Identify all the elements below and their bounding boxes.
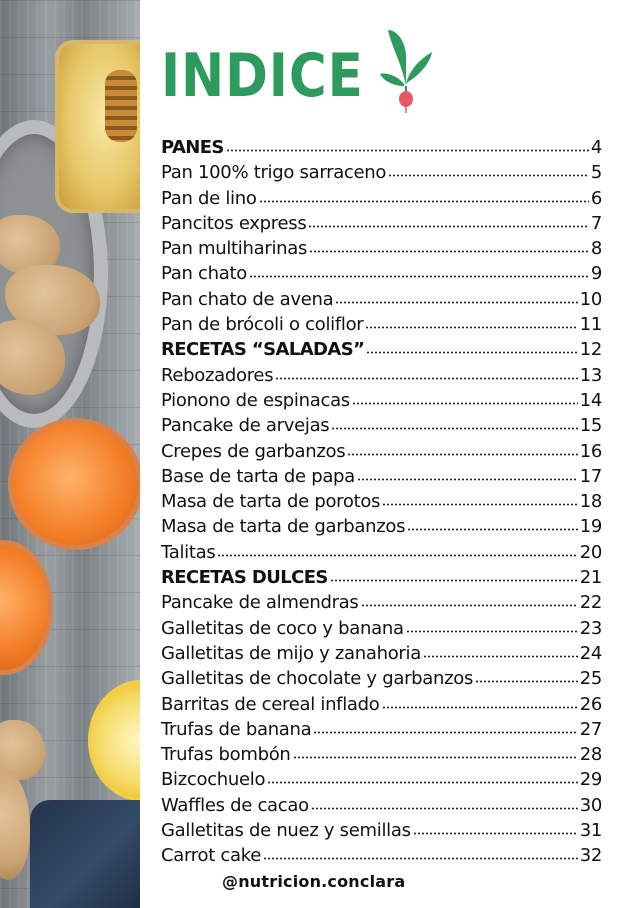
toc-entry-row (161, 186, 602, 211)
toc-page-number: 15 (579, 415, 602, 437)
dot-leader (361, 604, 578, 607)
toc-entry-row (161, 742, 602, 767)
toc-entry-row (161, 312, 602, 337)
toc-entry-row (161, 211, 602, 236)
toc-entry-row (161, 261, 602, 286)
dot-leader (217, 554, 577, 557)
toc-entry-title: Pionono de espinacas (161, 389, 350, 411)
dot-leader (263, 857, 578, 860)
dot-leader (259, 200, 589, 203)
toc-page-number: 27 (579, 718, 602, 740)
toc-entry-title: Crepes de garbanzos (161, 440, 346, 462)
toc-page-number: 4 (590, 137, 602, 158)
dot-leader (331, 427, 577, 430)
toc-page-number: 21 (579, 567, 602, 589)
toc-entry-title: Rebozadores (161, 364, 274, 386)
toc-page-number: 10 (579, 288, 602, 310)
orange-juice-glass (8, 418, 140, 550)
dot-leader (382, 706, 578, 709)
toc-page-number: 11 (579, 314, 602, 336)
toc-page-number: 8 (590, 238, 602, 260)
toc-section-title: RECETAS DULCES (161, 567, 328, 589)
toc-entry-title: Base de tarta de papa (161, 465, 355, 487)
honey-dipper (105, 70, 137, 142)
dot-leader (293, 756, 578, 759)
toc-page-number: 28 (579, 744, 602, 766)
dot-leader (475, 680, 578, 683)
toc-entry-title: Trufas de banana (161, 718, 312, 740)
dot-leader (407, 528, 577, 531)
dot-leader (311, 807, 578, 810)
toc-page-number: 9 (590, 263, 602, 285)
toc-page-number: 24 (579, 642, 602, 664)
page-title: INDICE (161, 41, 364, 111)
toc-entry-row (161, 540, 602, 565)
toc-entry-title: Pan de lino (161, 187, 257, 209)
toc-page-number: 22 (579, 592, 602, 614)
dot-leader (352, 402, 578, 405)
dot-leader (309, 250, 589, 253)
toc-entry-row (161, 489, 602, 514)
dot-leader (406, 630, 578, 633)
toc-section-row (161, 565, 602, 590)
toc-page-number: 14 (579, 389, 602, 411)
ginger-root (0, 770, 30, 880)
lemon-half (88, 680, 140, 801)
toc-page-number: 12 (579, 339, 602, 361)
dot-leader (249, 275, 589, 278)
toc-entry-row (161, 793, 602, 818)
toc-entry-row (161, 287, 602, 312)
toc-entry-title: Galletitas de mijo y zanahoria (161, 642, 421, 664)
toc-entry-row (161, 641, 602, 666)
dot-leader (366, 351, 577, 354)
table-of-contents (161, 135, 602, 869)
toc-entry-title: Pancake de almendras (161, 592, 359, 614)
toc-page-number: 31 (579, 820, 602, 842)
toc-entry-row (161, 666, 602, 691)
toc-page-number: 25 (579, 668, 602, 690)
toc-entry-row (161, 818, 602, 843)
toc-page-number: 23 (579, 617, 602, 639)
toc-entry-row (161, 439, 602, 464)
dot-leader (423, 655, 578, 658)
toc-section-row (161, 337, 602, 362)
toc-page-number: 32 (579, 845, 602, 867)
toc-entry-row (161, 767, 602, 792)
radish-icon (378, 24, 434, 114)
toc-entry-row (161, 236, 602, 261)
toc-entry-row (161, 464, 602, 489)
toc-entry-title: Pancake de arvejas (161, 415, 330, 437)
toc-entry-row (161, 692, 602, 717)
toc-entry-title: Waffles de cacao (161, 794, 309, 816)
toc-entry-title: Barritas de cereal inflado (161, 693, 380, 715)
toc-entry-title: Galletitas de coco y banana (161, 617, 404, 639)
toc-page-number: 13 (579, 364, 602, 386)
orange-juice-glass (0, 540, 53, 675)
toc-entry-title: Trufas bombón (161, 744, 291, 766)
toc-entry-row (161, 160, 602, 185)
dot-leader (275, 377, 577, 380)
toc-entry-row (161, 388, 602, 413)
toc-page-number: 18 (579, 491, 602, 513)
toc-page-number: 19 (579, 516, 602, 538)
dot-leader (365, 326, 577, 329)
toc-entry-title: Galletitas de nuez y semillas (161, 820, 411, 842)
toc-entry-title: Talitas (161, 541, 216, 563)
food-photo-strip (0, 0, 140, 908)
toc-entry-title: Masa de tarta de porotos (161, 491, 381, 513)
toc-page-number: 26 (579, 693, 602, 715)
dot-leader (330, 579, 578, 582)
toc-entry-title: Pan chato (161, 263, 247, 285)
dot-leader (226, 149, 589, 152)
toc-page-number: 29 (579, 769, 602, 791)
toc-entry-row (161, 413, 602, 438)
toc-entry-title: Galletitas de chocolate y garbanzos (161, 668, 474, 690)
toc-page-number: 17 (579, 465, 602, 487)
dot-leader (308, 225, 588, 228)
toc-entry-title: Pan multiharinas (161, 238, 308, 260)
dot-leader (357, 478, 578, 481)
toc-section-row (161, 135, 602, 160)
toc-page-number: 16 (579, 440, 602, 462)
dot-leader (267, 781, 577, 784)
dot-leader (335, 301, 577, 304)
toc-entry-row (161, 514, 602, 539)
dot-leader (382, 503, 578, 506)
toc-entry-title: Pancitos express (161, 212, 307, 234)
dot-leader (388, 174, 589, 177)
toc-entry-title: Carrot cake (161, 845, 261, 867)
toc-entry-title: Pan chato de avena (161, 288, 334, 310)
toc-entry-row (161, 590, 602, 615)
toc-section-title: RECETAS “SALADAS” (161, 339, 365, 361)
toc-page-number: 30 (579, 794, 602, 816)
toc-entry-row (161, 616, 602, 641)
toc-entry-row (161, 843, 602, 868)
toc-entry-row (161, 717, 602, 742)
toc-page-number: 6 (590, 187, 602, 209)
toc-page-number: 5 (590, 162, 602, 184)
toc-entry-title: Bizcochuelo (161, 769, 266, 791)
toc-page-number: 20 (579, 541, 602, 563)
toc-entry-title: Pan 100% trigo sarraceno (161, 162, 387, 184)
toc-entry-row (161, 363, 602, 388)
dot-leader (347, 453, 577, 456)
dot-leader (313, 731, 577, 734)
toc-entry-title: Pan de brócoli o coliflor (161, 314, 364, 336)
toc-entry-title: Masa de tarta de garbanzos (161, 516, 406, 538)
instagram-handle: @nutricion.conclara (222, 872, 406, 891)
toc-section-title: PANES (161, 137, 224, 158)
toc-page-number: 7 (590, 212, 602, 234)
blue-cloth (30, 800, 140, 908)
dot-leader (413, 832, 578, 835)
